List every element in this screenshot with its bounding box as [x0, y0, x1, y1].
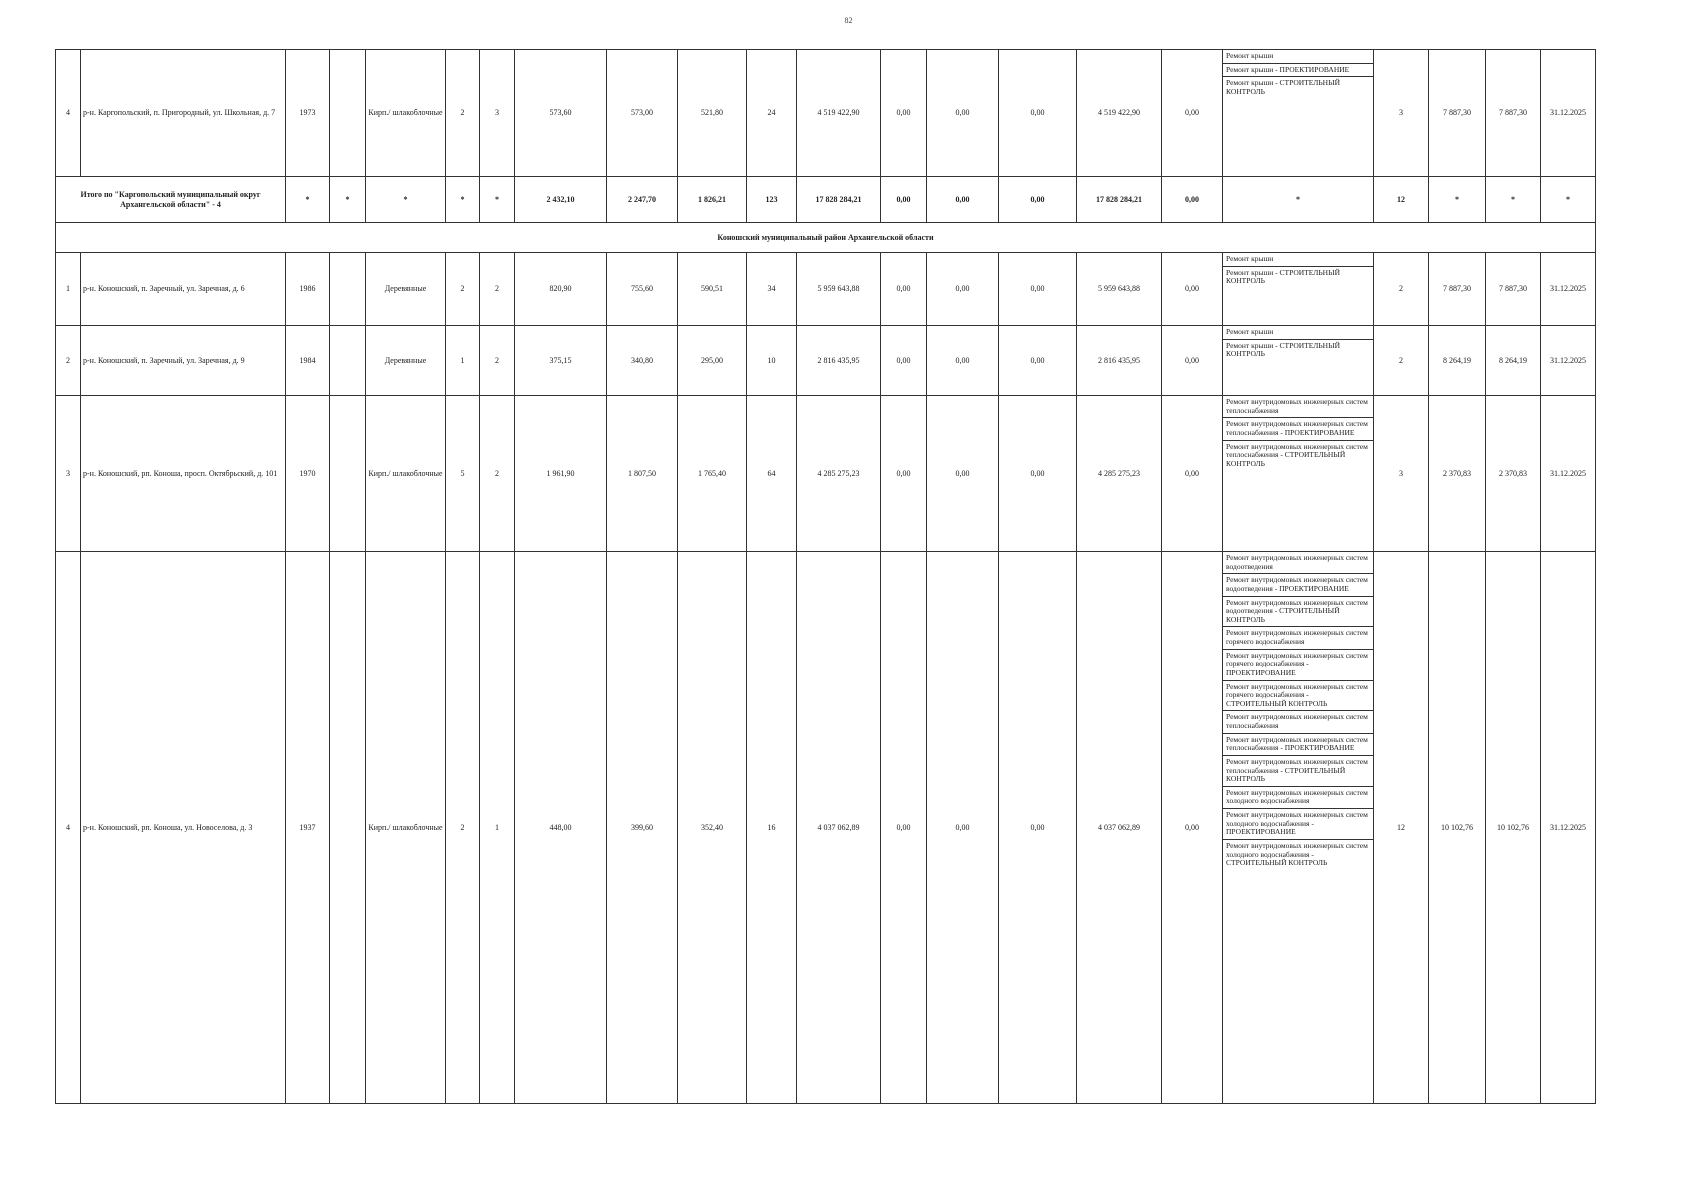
work-item: Ремонт внутридомовых инженерных систем водоотведения: [1226, 553, 1368, 571]
cell-fund-federal: 0,00: [881, 552, 927, 1104]
work-item: Ремонт внутридомовых инженерных систем горячего водоснабжения - СТРОИТЕЛЬНЫЙ КОНТРОЛЬ: [1223, 680, 1373, 711]
cell-area-premises: 399,60: [607, 552, 678, 1104]
cell-num: 1: [56, 253, 81, 326]
cell-residents: 10: [747, 326, 797, 396]
cell-area-total: 375,15: [515, 326, 607, 396]
cell-cost-per-m2: 2 370,83: [1429, 396, 1486, 552]
cell-fund-local: 0,00: [999, 50, 1077, 177]
table-row: [56, 50, 1596, 177]
cell-floors: 5: [446, 396, 480, 552]
cell-works: [1223, 396, 1374, 552]
work-item: Ремонт внутридомовых инженерных систем теплоснабжения: [1226, 397, 1368, 415]
cell-entrances: 3: [480, 50, 515, 177]
total-works: *: [1223, 177, 1374, 223]
cell-residents: 64: [747, 396, 797, 552]
total-cost-total: 17 828 284,21: [797, 177, 881, 223]
cell-fund-owners: 5 959 643,88: [1077, 253, 1162, 326]
cell-year: 1937: [286, 552, 330, 1104]
cell-year-overhaul: [330, 396, 366, 552]
cell-cost-per-m2: 8 264,19: [1429, 326, 1486, 396]
cell-works-count: 12: [1374, 552, 1429, 1104]
cell-wall: Деревянные: [366, 326, 446, 396]
work-item: Ремонт крыши - ПРОЕКТИРОВАНИЕ: [1223, 63, 1373, 77]
cell-year-overhaul: [330, 326, 366, 396]
work-item: Ремонт внутридомовых инженерных систем теплоснабжения - СТРОИТЕЛЬНЫЙ КОНТРОЛЬ: [1223, 755, 1373, 786]
total-limit-per-m2: *: [1486, 177, 1541, 223]
work-item: Ремонт крыши: [1226, 254, 1274, 263]
cell-works-count: 2: [1374, 326, 1429, 396]
cell-fund-owners: 4 285 275,23: [1077, 396, 1162, 552]
cell-fund-local: 0,00: [999, 253, 1077, 326]
cell-wall: Кирп./ шлакоблочные: [366, 552, 446, 1104]
total-fund-regional: 0,00: [927, 177, 999, 223]
cell-wall: Кирп./ шлакоблочные: [366, 50, 446, 177]
cell-fund-federal: 0,00: [881, 396, 927, 552]
cell-fund-local: 0,00: [999, 396, 1077, 552]
work-item: Ремонт крыши - СТРОИТЕЛЬНЫЙ КОНТРОЛЬ: [1223, 339, 1373, 361]
cell-area-residential: 295,00: [678, 326, 747, 396]
cell-limit-per-m2: 7 887,30: [1486, 50, 1541, 177]
cell-num: 3: [56, 396, 81, 552]
work-item: Ремонт внутридомовых инженерных систем теплоснабжения - СТРОИТЕЛЬНЫЙ КОНТРОЛЬ: [1223, 440, 1373, 471]
total-area-residential: 1 826,21: [678, 177, 747, 223]
work-item: Ремонт внутридомовых инженерных систем теплоснабжения - ПРОЕКТИРОВАНИЕ: [1223, 733, 1373, 755]
cell-fund-owners: 4 519 422,90: [1077, 50, 1162, 177]
cell-fund-owners: 2 816 435,95: [1077, 326, 1162, 396]
cell-floors: 2: [446, 552, 480, 1104]
cell-cost-per-m2: 10 102,76: [1429, 552, 1486, 1104]
total-cost-per-m2: *: [1429, 177, 1486, 223]
cell-year: 1984: [286, 326, 330, 396]
work-item: Ремонт крыши: [1226, 51, 1274, 60]
work-item: Ремонт крыши - СТРОИТЕЛЬНЫЙ КОНТРОЛЬ: [1223, 76, 1373, 98]
cell-fund-owners: 4 037 062,89: [1077, 552, 1162, 1104]
cell-num: 2: [56, 326, 81, 396]
total-row: [56, 177, 1596, 223]
cell-area-premises: 755,60: [607, 253, 678, 326]
cell-area-total: 820,90: [515, 253, 607, 326]
cell-residents: 34: [747, 253, 797, 326]
work-item: Ремонт внутридомовых инженерных систем горячего водоснабжения: [1223, 626, 1373, 648]
total-area-total: 2 432,10: [515, 177, 607, 223]
cell-entrances: 2: [480, 326, 515, 396]
total-label: Итого по "Каргопольский муниципальный округ Архангельской области" - 4: [56, 177, 286, 223]
total-area-premises: 2 247,70: [607, 177, 678, 223]
section-title: Коношский муниципальный район Архангельской области: [56, 223, 1596, 253]
cell-address: р-н. Коношский, рп. Коноша, просп. Октябрьский, д. 101: [81, 396, 286, 552]
work-item: Ремонт внутридомовых инженерных систем водоотведения - СТРОИТЕЛЬНЫЙ КОНТРОЛЬ: [1223, 596, 1373, 627]
cell-num: 4: [56, 552, 81, 1104]
work-item: Ремонт внутридомовых инженерных систем холодного водоснабжения - СТРОИТЕЛЬНЫЙ КОНТРОЛЬ: [1223, 839, 1373, 870]
cell-fund-regional: 0,00: [927, 552, 999, 1104]
cell-works: [1223, 326, 1374, 396]
cell-limit-per-m2: 8 264,19: [1486, 326, 1541, 396]
cell-limit-per-m2: 7 887,30: [1486, 253, 1541, 326]
page-number: 82: [844, 16, 853, 25]
cell-works-count: 3: [1374, 50, 1429, 177]
cell-address: р-н. Коношский, п. Заречный, ул. Заречная, д. 9: [81, 326, 286, 396]
cell-area-premises: 573,00: [607, 50, 678, 177]
total-fund-local: 0,00: [999, 177, 1077, 223]
work-item: Ремонт внутридомовых инженерных систем теплоснабжения - ПРОЕКТИРОВАНИЕ: [1223, 417, 1373, 439]
cell-cost-total: 4 037 062,89: [797, 552, 881, 1104]
cell-area-residential: 521,80: [678, 50, 747, 177]
cell-wall: Деревянные: [366, 253, 446, 326]
work-item: Ремонт внутридомовых инженерных систем холодного водоснабжения - ПРОЕКТИРОВАНИЕ: [1223, 808, 1373, 839]
cell-works: [1223, 50, 1374, 177]
cell-floors: 2: [446, 50, 480, 177]
cell-limit-per-m2: 10 102,76: [1486, 552, 1541, 1104]
table-row: [56, 552, 1596, 1104]
cell-works: [1223, 253, 1374, 326]
cell-fund-other: 0,00: [1162, 396, 1223, 552]
cell-fund-other: 0,00: [1162, 326, 1223, 396]
cell-deadline: 31.12.2025: [1541, 396, 1596, 552]
work-item: Ремонт крыши - СТРОИТЕЛЬНЫЙ КОНТРОЛЬ: [1223, 266, 1373, 288]
cell-year: 1973: [286, 50, 330, 177]
cell-cost-total: 2 816 435,95: [797, 326, 881, 396]
total-cell: *: [446, 177, 480, 223]
work-item: Ремонт внутридомовых инженерных систем холодного водоснабжения: [1223, 786, 1373, 808]
cell-fund-regional: 0,00: [927, 326, 999, 396]
cell-entrances: 2: [480, 396, 515, 552]
cell-limit-per-m2: 2 370,83: [1486, 396, 1541, 552]
total-fund-other: 0,00: [1162, 177, 1223, 223]
work-item: Ремонт крыши: [1226, 327, 1274, 336]
cell-address: р-н. Коношский, п. Заречный, ул. Заречная, д. 6: [81, 253, 286, 326]
cell-fund-local: 0,00: [999, 326, 1077, 396]
cell-fund-federal: 0,00: [881, 50, 927, 177]
cell-year: 1970: [286, 396, 330, 552]
cell-fund-regional: 0,00: [927, 50, 999, 177]
total-cell: *: [330, 177, 366, 223]
cell-cost-per-m2: 7 887,30: [1429, 50, 1486, 177]
total-cell: *: [480, 177, 515, 223]
table-row: [56, 326, 1596, 396]
total-residents: 123: [747, 177, 797, 223]
cell-residents: 16: [747, 552, 797, 1104]
cell-fund-local: 0,00: [999, 552, 1077, 1104]
cell-residents: 24: [747, 50, 797, 177]
cell-deadline: 31.12.2025: [1541, 552, 1596, 1104]
cell-fund-federal: 0,00: [881, 253, 927, 326]
cell-address: р-н. Каргопольский, п. Пригородный, ул. Школьная, д. 7: [81, 50, 286, 177]
total-cell: *: [286, 177, 330, 223]
cell-fund-regional: 0,00: [927, 253, 999, 326]
cell-wall: Кирп./ шлакоблочные: [366, 396, 446, 552]
cell-floors: 1: [446, 326, 480, 396]
total-deadline: *: [1541, 177, 1596, 223]
cell-area-residential: 1 765,40: [678, 396, 747, 552]
cell-area-residential: 590,51: [678, 253, 747, 326]
cell-year-overhaul: [330, 552, 366, 1104]
section-row: [56, 223, 1596, 253]
cell-cost-per-m2: 7 887,30: [1429, 253, 1486, 326]
table-row: [56, 396, 1596, 552]
cell-year: 1986: [286, 253, 330, 326]
overhaul-register-table: [55, 49, 1596, 1104]
cell-fund-other: 0,00: [1162, 253, 1223, 326]
total-fund-owners: 17 828 284,21: [1077, 177, 1162, 223]
total-cell: *: [366, 177, 446, 223]
cell-address: р-н. Коношский, рп. Коноша, ул. Новоселова, д. 3: [81, 552, 286, 1104]
work-item: Ремонт внутридомовых инженерных систем горячего водоснабжения - ПРОЕКТИРОВАНИЕ: [1223, 649, 1373, 680]
cell-entrances: 2: [480, 253, 515, 326]
cell-deadline: 31.12.2025: [1541, 326, 1596, 396]
cell-year-overhaul: [330, 253, 366, 326]
cell-fund-federal: 0,00: [881, 326, 927, 396]
cell-deadline: 31.12.2025: [1541, 50, 1596, 177]
cell-fund-other: 0,00: [1162, 50, 1223, 177]
cell-cost-total: 4 285 275,23: [797, 396, 881, 552]
cell-cost-total: 5 959 643,88: [797, 253, 881, 326]
cell-works-count: 3: [1374, 396, 1429, 552]
cell-year-overhaul: [330, 50, 366, 177]
cell-deadline: 31.12.2025: [1541, 253, 1596, 326]
cell-num: 4: [56, 50, 81, 177]
cell-area-total: 573,60: [515, 50, 607, 177]
cell-fund-other: 0,00: [1162, 552, 1223, 1104]
cell-area-total: 1 961,90: [515, 396, 607, 552]
cell-works-count: 2: [1374, 253, 1429, 326]
cell-area-total: 448,00: [515, 552, 607, 1104]
work-item: Ремонт внутридомовых инженерных систем водоотведения - ПРОЕКТИРОВАНИЕ: [1223, 573, 1373, 595]
work-item: Ремонт внутридомовых инженерных систем теплоснабжения: [1223, 710, 1373, 732]
table-row: [56, 253, 1596, 326]
cell-area-premises: 1 807,50: [607, 396, 678, 552]
cell-works: [1223, 552, 1374, 1104]
cell-area-premises: 340,80: [607, 326, 678, 396]
cell-fund-regional: 0,00: [927, 396, 999, 552]
cell-floors: 2: [446, 253, 480, 326]
total-fund-federal: 0,00: [881, 177, 927, 223]
cell-entrances: 1: [480, 552, 515, 1104]
cell-cost-total: 4 519 422,90: [797, 50, 881, 177]
cell-area-residential: 352,40: [678, 552, 747, 1104]
total-works-count: 12: [1374, 177, 1429, 223]
